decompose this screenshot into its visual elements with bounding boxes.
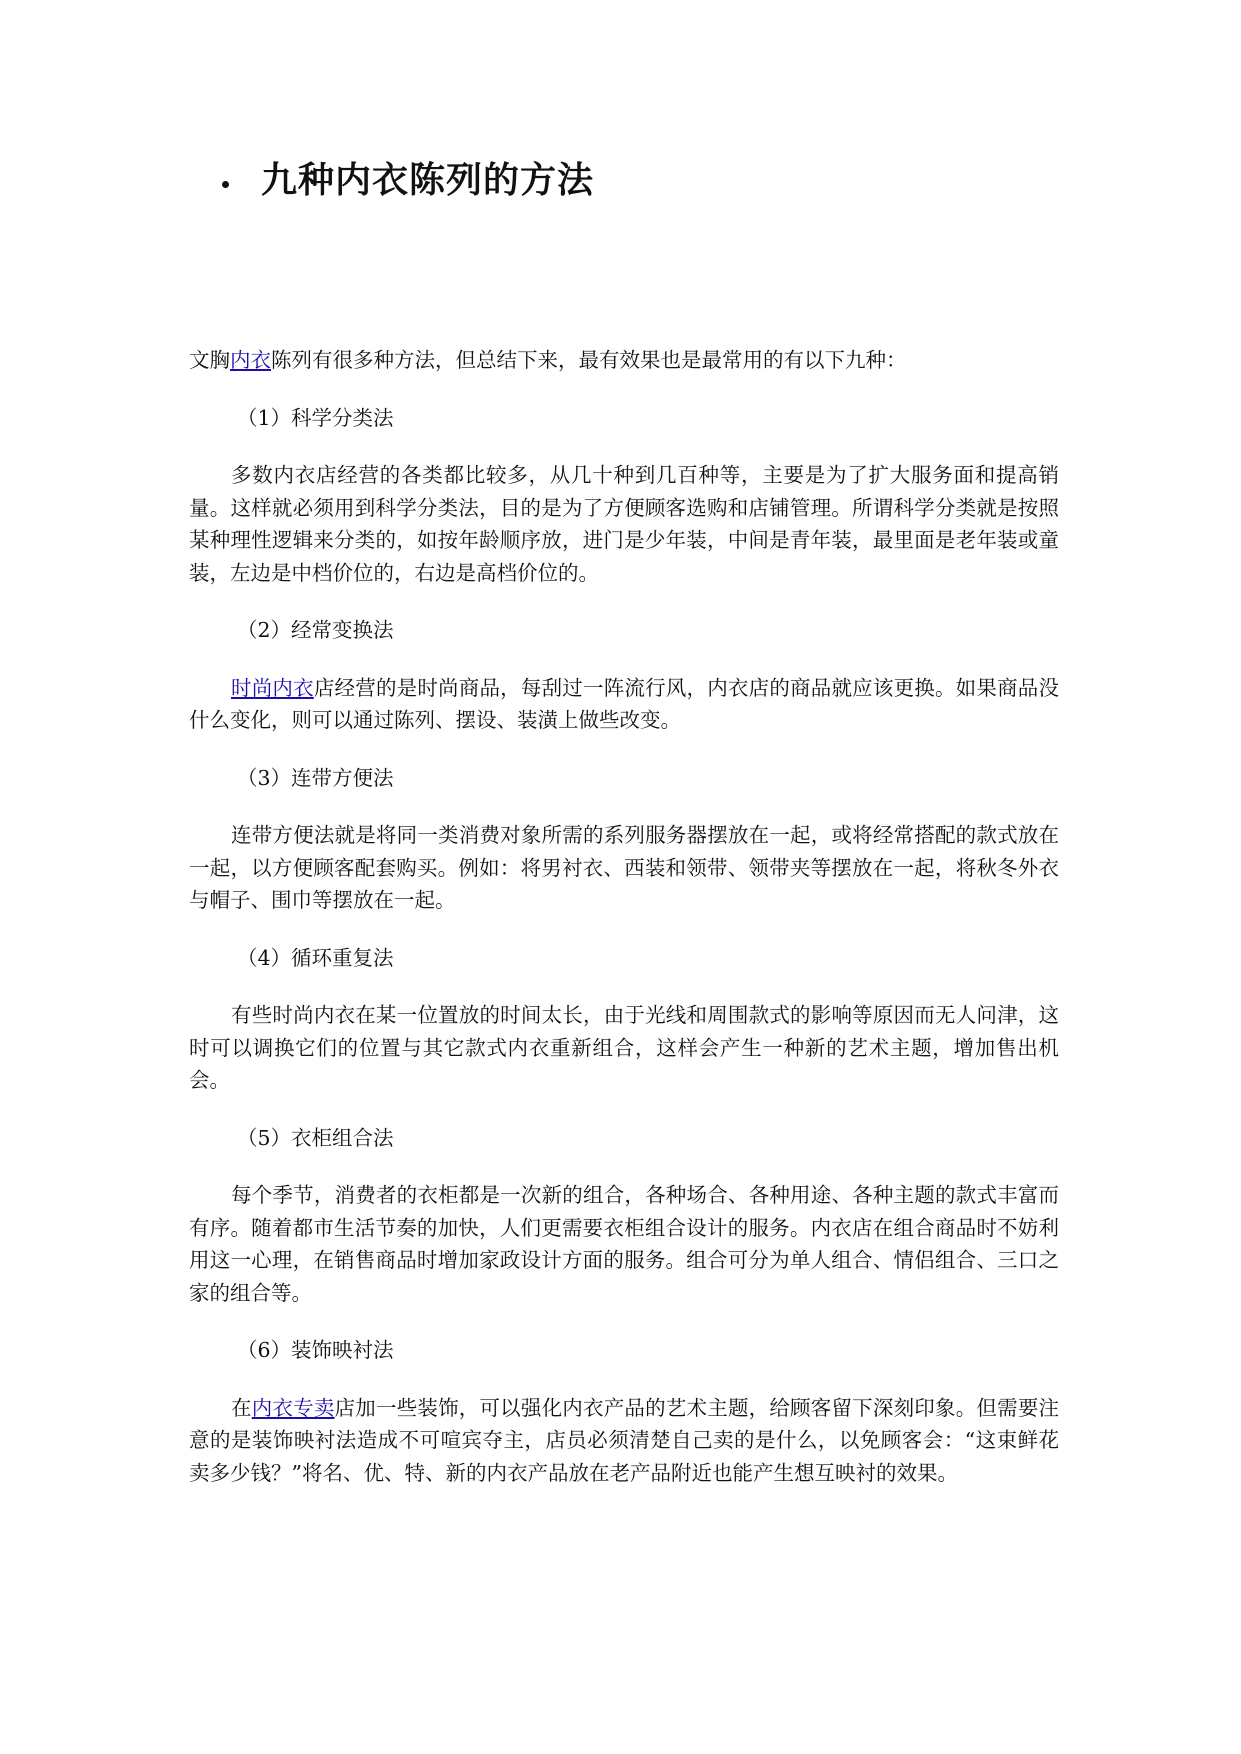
section-heading-5: （5）衣柜组合法 [237, 1125, 394, 1150]
section-body-2 [189, 672, 1059, 737]
title-row [222, 158, 594, 202]
article-body [189, 344, 1059, 1514]
intro-text-before: 文胸 [189, 348, 230, 372]
section-body-6 [189, 1392, 1059, 1490]
section-body-3: 连带方便法就是将同一类消费对象所需的系列服务器摆放在一起，或将经常搭配的款式放在一起，以方便顾客配套购买。例如：将男衬衣、西装和领带、领带夹等摆放在一起，将秋冬外衣与帽子、围巾等摆放在一起。 [189, 823, 1059, 912]
link-fashion-lingerie[interactable]: 时尚内衣 [231, 675, 314, 700]
intro-link-neiyi[interactable]: 内衣 [230, 348, 271, 372]
intro-paragraph [189, 344, 1059, 377]
section-heading-1: （1）科学分类法 [237, 405, 394, 430]
section-heading-3: （3）连带方便法 [237, 765, 394, 790]
section-body-2-text: 店经营的是时尚商品，每刮过一阵流行风，内衣店的商品就应该更换。如果商品没什么变化，则可以通过陈列、摆设、装潢上做些改变。 [189, 675, 1060, 732]
section-body-1: 多数内衣店经营的各类都比较多，从几十种到几百种等，主要是为了扩大服务面和提高销量。这样就必须用到科学分类法，目的是为了方便顾客选购和店铺管理。所谓科学分类就是按照某种理性逻辑来分类的，如按年龄顺序放，进门是少年装，中间是青年装，最里面是老年装或童装，左边是中档价位的，右边是高档价位的。 [189, 463, 1059, 585]
section-body-4: 有些时尚内衣在某一位置放的时间太长，由于光线和周围款式的影响等原因而无人问津，这时可以调换它们的位置与其它款式内衣重新组合，这样会产生一种新的艺术主题，增加售出机会。 [189, 1003, 1059, 1092]
section-body-6-text: 店加一些装饰，可以强化内衣产品的艺术主题，给顾客留下深刻印象。但需要注意的是装饰映衬法造成不可喧宾夺主，店员必须清楚自己卖的是什么，以免顾客会：“这束鲜花卖多少钱？”将名、优、特、新的内衣产品放在老产品附近也能产生想互映衬的效果。 [189, 1395, 1060, 1485]
link-lingerie-store[interactable]: 内衣专卖 [251, 1395, 335, 1420]
section-body-6-before: 在 [231, 1395, 252, 1420]
section-heading-6: （6）装饰映衬法 [237, 1338, 394, 1362]
section-body-5: 每个季节，消费者的衣柜都是一次新的组合，各种场合、各种用途、各种主题的款式丰富而有序。随着都市生活节奏的加快，人们更需要衣柜组合设计的服务。内衣店在组合商品时不妨利用这一心理，在销售商品时增加家政设计方面的服务。组合可分为单人组合、情侣组合、三口之家的组合等。 [189, 1183, 1059, 1305]
bullet-icon [222, 181, 229, 188]
section-heading-2: （2）经常变换法 [237, 618, 394, 642]
section-heading-4: （4）循环重复法 [237, 945, 394, 970]
intro-text-after: 陈列有很多种方法，但总结下来，最有效果也是最常用的有以下九种： [271, 348, 907, 372]
page-title: 九种内衣陈列的方法 [261, 159, 595, 201]
